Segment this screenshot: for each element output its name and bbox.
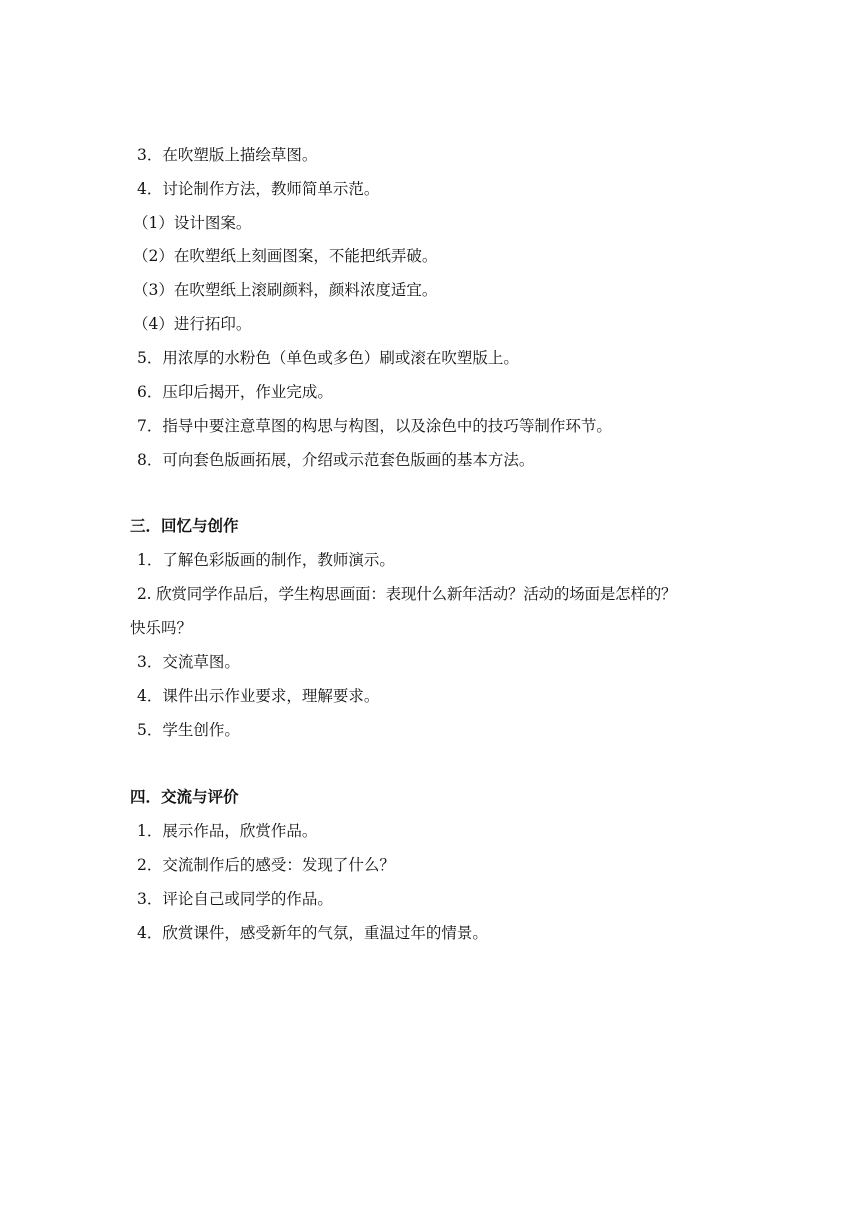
section-3-heading: 三．回忆与创作 <box>130 517 239 535</box>
section-3-item-2-line-1: 2. 欣赏同学作品后，学生构思画面：表现什么新年活动？活动的场面是怎样的？ <box>137 585 677 603</box>
step-5: 5．用浓厚的水粉色（单色或多色）刷或滚在吹塑版上。 <box>137 349 519 367</box>
step-7: 7．指导中要注意草图的构思与构图，以及涂色中的技巧等制作环节。 <box>137 417 612 435</box>
section-3-item-4: 4．课件出示作业要求，理解要求。 <box>137 687 380 705</box>
section-4-item-2: 2．交流制作后的感受：发现了什么？ <box>137 856 395 874</box>
section-3-item-3: 3．交流草图。 <box>137 653 240 671</box>
step-6: 6．压印后揭开，作业完成。 <box>137 383 333 401</box>
substep-3: （3）在吹塑纸上滚刷颜料，颜料浓度适宜。 <box>133 281 438 299</box>
section-3-item-5: 5．学生创作。 <box>137 721 240 739</box>
section-4-heading: 四．交流与评价 <box>130 788 239 806</box>
section-4-item-3: 3．评论自己或同学的作品。 <box>137 890 333 908</box>
section-4-item-4: 4．欣赏课件，感受新年的气氛，重温过年的情景。 <box>137 924 488 942</box>
substep-4: （4）进行拓印。 <box>133 315 252 333</box>
substep-2: （2）在吹塑纸上刻画图案，不能把纸弄破。 <box>133 247 438 265</box>
substep-1: （1）设计图案。 <box>133 214 252 232</box>
section-4-item-1: 1．展示作品，欣赏作品。 <box>137 822 318 840</box>
section-3-item-1: 1．了解色彩版画的制作，教师演示。 <box>137 551 395 569</box>
step-4: 4．讨论制作方法，教师简单示范。 <box>137 180 380 198</box>
section-3-item-2-line-2: 快乐吗？ <box>130 619 193 637</box>
step-3: 3．在吹塑版上描绘草图。 <box>137 146 318 164</box>
step-8: 8．可向套色版画拓展，介绍或示范套色版画的基本方法。 <box>137 451 535 469</box>
